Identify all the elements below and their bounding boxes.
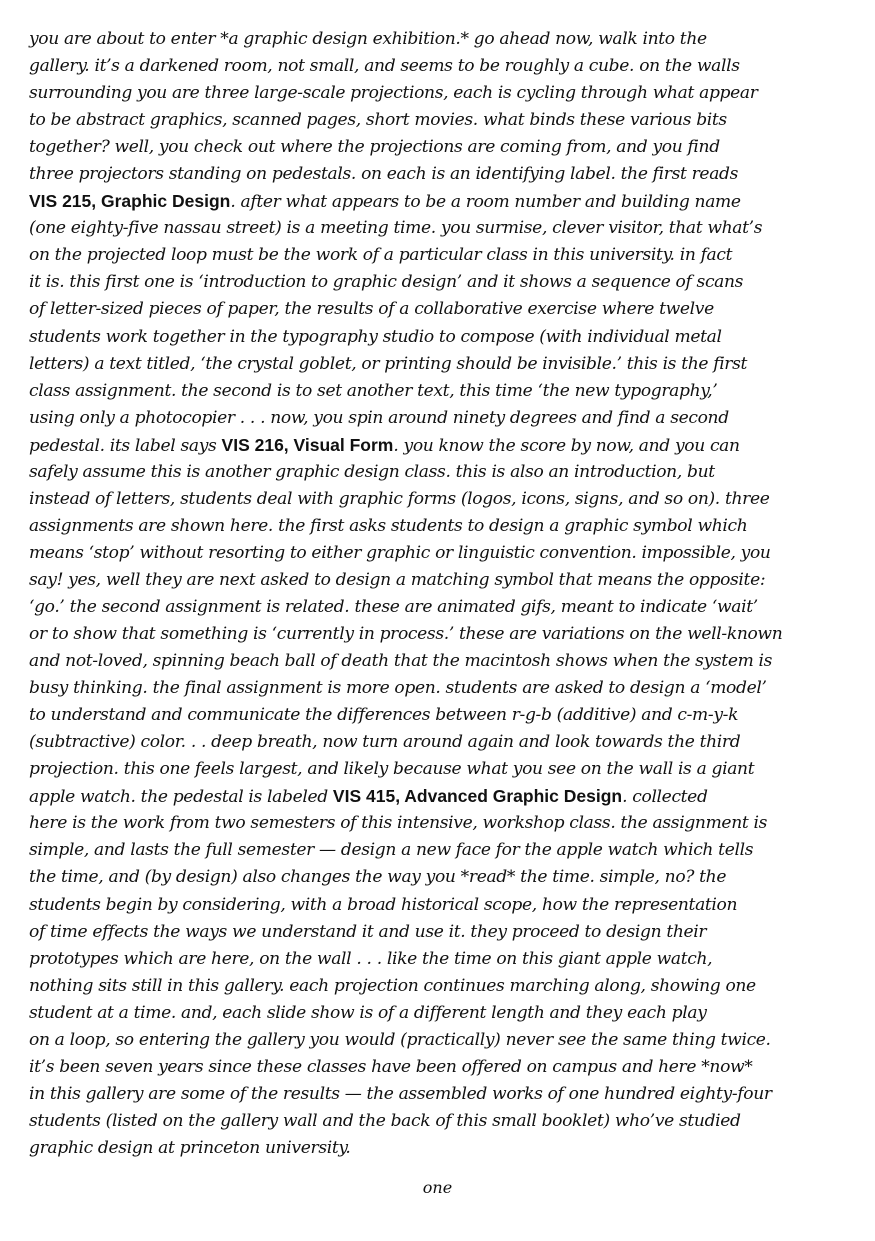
- text-segment: students work together in the typography studio to compose (with individual metal: [29, 326, 722, 347]
- text-line: [29, 1108, 849, 1135]
- text-line: [29, 1081, 849, 1108]
- text-segment: (one eighty-five nassau street) is a meeting time. you surmise, clever visitor, that what’s: [29, 218, 763, 239]
- text-segment: it’s been seven years since these classes have been offered on campus and here *now*: [29, 1056, 753, 1077]
- text-segment: means ‘stop’ without resorting to either graphic or linguistic convention. impossible, you: [29, 542, 771, 563]
- text-line: [29, 296, 849, 323]
- text-segment: here is the work from two semesters of this intensive, workshop class. the assignment is: [29, 813, 767, 834]
- text-segment: on a loop, so entering the gallery you would (practically) never see the same thing twice.: [29, 1029, 771, 1050]
- text-segment: using only a photocopier . . . now, you spin around ninety degrees and find a second: [29, 407, 729, 428]
- text-line: [29, 729, 849, 756]
- text-line: [29, 324, 849, 351]
- text-segment: surrounding you are three large-scale projections, each is cycling through what appear: [29, 83, 758, 104]
- text-line: [29, 919, 849, 946]
- text-segment: instead of letters, students deal with graphic forms (logos, icons, signs, and so on). three: [29, 488, 770, 509]
- text-segment: you are about to enter *a graphic design exhibition.* go ahead now, walk into the: [29, 29, 707, 49]
- text-segment: graphic design at princeton university.: [29, 1137, 351, 1158]
- text-line: [29, 161, 849, 188]
- text-line: [29, 107, 849, 134]
- text-line: [29, 1027, 849, 1054]
- text-segment: (subtractive) color. . . deep breath, now turn around again and look towards the third: [29, 732, 741, 753]
- text-line: [29, 134, 849, 161]
- text-segment: . collected: [622, 787, 708, 808]
- text-segment: together? well, you check out where the projections are coming from, and you find: [29, 137, 720, 158]
- text-line: [29, 188, 849, 215]
- text-line: [29, 648, 849, 675]
- text-line: [29, 540, 849, 567]
- text-line: [29, 892, 849, 919]
- text-segment: the time, and (by design) also changes the way you *read* the time. simple, no? the: [29, 867, 727, 888]
- text-line: [29, 675, 849, 702]
- text-segment: ‘go.’ the second assignment is related. these are animated gifs, meant to indicate ‘wait’: [29, 596, 758, 617]
- text-line: [29, 432, 849, 459]
- course-code: VIS 215, Graphic Design: [29, 191, 231, 212]
- text-line: [29, 973, 849, 1000]
- text-line: [29, 459, 849, 486]
- text-line: [29, 621, 849, 648]
- text-segment: or to show that something is ‘currently in process.’ these are variations on the well-known: [29, 624, 783, 645]
- course-code: VIS 216, Visual Form: [221, 434, 394, 455]
- text-line: [29, 783, 849, 810]
- text-line: [29, 351, 849, 378]
- text-segment: in this gallery are some of the results — the assembled works of one hundred eighty-four: [29, 1083, 772, 1104]
- text-line: [29, 1135, 849, 1162]
- text-line: [29, 837, 849, 864]
- text-segment: student at a time. and, each slide show is of a different length and they each play: [29, 1002, 707, 1023]
- text-segment: nothing sits still in this gallery. each projection continues marching along, showing one: [29, 975, 756, 996]
- course-code: VIS 415, Advanced Graphic Design: [332, 786, 623, 807]
- text-line: [29, 1000, 849, 1027]
- text-segment: busy thinking. the final assignment is more open. students are asked to design a ‘model’: [29, 678, 767, 699]
- text-segment: apple watch. the pedestal is labeled: [29, 787, 333, 808]
- text-line: [29, 810, 849, 837]
- text-segment: students begin by considering, with a broad historical scope, how the representation: [29, 894, 738, 915]
- text-segment: pedestal. its label says: [29, 435, 222, 456]
- text-line: [29, 405, 849, 432]
- body-paragraph: [29, 26, 849, 1162]
- text-line: [29, 513, 849, 540]
- page-number: one: [422, 1178, 453, 1197]
- text-line: [29, 378, 849, 405]
- text-line: [29, 702, 849, 729]
- text-line: [29, 80, 849, 107]
- text-line: [29, 215, 849, 242]
- text-segment: to be abstract graphics, scanned pages, short movies. what binds these various bits: [29, 110, 727, 131]
- text-segment: safely assume this is another graphic design class. this is also an introduction, but: [29, 461, 715, 482]
- text-segment: on the projected loop must be the work of a particular class in this university. in fact: [29, 245, 733, 266]
- text-line: [29, 567, 849, 594]
- text-segment: class assignment. the second is to set another text, this time ‘the new typography,’: [29, 380, 718, 401]
- text-segment: . after what appears to be a room number and building name: [230, 192, 741, 213]
- text-line: [29, 1054, 849, 1081]
- text-segment: three projectors standing on pedestals. on each is an identifying label. the first reads: [29, 164, 739, 185]
- text-segment: gallery. it’s a darkened room, not small, and seems to be roughly a cube. on the walls: [29, 56, 740, 77]
- text-segment: simple, and lasts the full semester — design a new face for the apple watch which tells: [29, 840, 754, 861]
- text-segment: assignments are shown here. the first asks students to design a graphic symbol which: [29, 515, 748, 536]
- text-segment: of time effects the ways we understand it and use it. they proceed to design their: [29, 921, 707, 942]
- text-segment: it is. this first one is ‘introduction to graphic design’ and it shows a sequence of scans: [29, 272, 744, 293]
- text-segment: prototypes which are here, on the wall . . . like the time on this giant apple watch,: [29, 948, 713, 969]
- text-segment: of letter-sized pieces of paper, the results of a collaborative exercise where twelve: [29, 299, 714, 320]
- text-segment: and not-loved, spinning beach ball of death that the macintosh shows when the system is: [29, 651, 773, 672]
- text-line: [29, 26, 849, 53]
- text-segment: students (listed on the gallery wall and the back of this small booklet) who’ve studied: [29, 1110, 741, 1131]
- text-line: [29, 864, 849, 891]
- text-line: [29, 946, 849, 973]
- text-segment: . you know the score by now, and you can: [393, 435, 740, 456]
- text-line: [29, 269, 849, 296]
- text-line: [29, 594, 849, 621]
- text-line: [29, 486, 849, 513]
- text-line: [29, 242, 849, 269]
- text-segment: letters) a text titled, ‘the crystal goblet, or printing should be invisible.’ this is the first: [29, 353, 748, 374]
- text-line: [29, 756, 849, 783]
- text-segment: say! yes, well they are next asked to design a matching symbol that means the opposite:: [29, 569, 766, 590]
- text-line: [29, 53, 849, 80]
- text-segment: projection. this one feels largest, and likely because what you see on the wall is a giant: [29, 759, 755, 780]
- text-segment: to understand and communicate the differences between r-g-b (additive) and c-m-y-k: [29, 705, 739, 726]
